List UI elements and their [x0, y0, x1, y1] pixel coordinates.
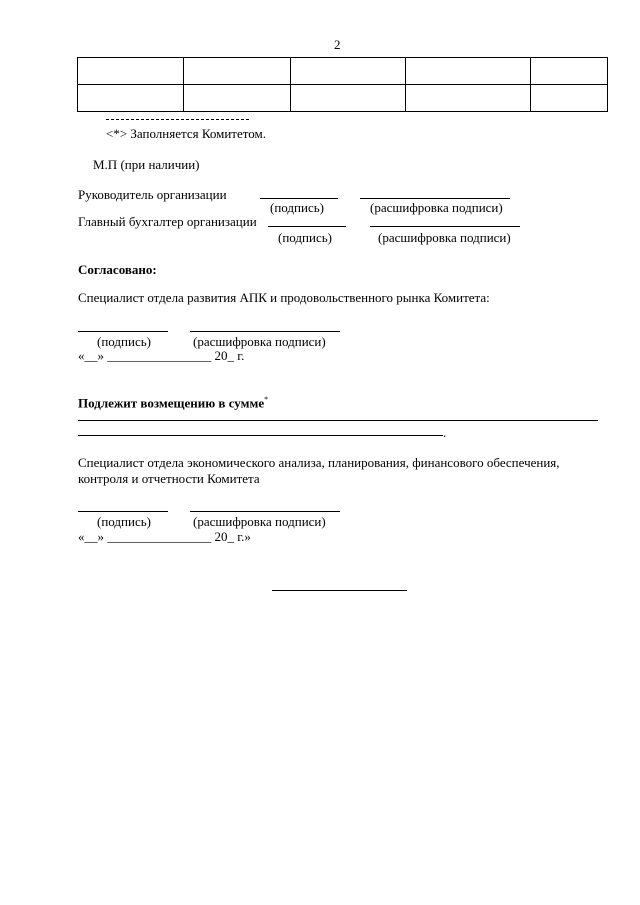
apk-signature-caption: (подпись) [97, 334, 151, 349]
head-decoding-line [360, 198, 510, 199]
table-cell [183, 58, 290, 85]
econ-decoding-caption: (расшифровка подписи) [193, 514, 326, 529]
head-signature-line [260, 198, 338, 199]
compensation-heading [78, 395, 268, 411]
agreed-heading: Согласовано: [78, 262, 157, 277]
accountant-signature-caption: (подпись) [278, 230, 332, 245]
table-cell [406, 58, 531, 85]
amount-line-1 [78, 420, 598, 421]
apk-decoding-line [190, 331, 340, 332]
apk-signature-line [78, 331, 168, 332]
econ-specialist-line-1: Специалист отдела экономического анализа, планирования, финансового обеспечения, [78, 455, 560, 470]
head-signature-caption: (подпись) [270, 200, 324, 215]
econ-decoding-line [190, 511, 340, 512]
econ-signature-line [78, 511, 168, 512]
amount-line-period: . [443, 425, 447, 440]
accountant-signature-line [268, 226, 346, 227]
table-cell [78, 85, 184, 112]
econ-specialist-line-2: контроля и отчетности Комитета [78, 471, 260, 486]
footnote-separator [106, 119, 249, 120]
closing-rule [272, 590, 407, 591]
apk-decoding-caption: (расшифровка подписи) [193, 334, 326, 349]
head-decoding-caption: (расшифровка подписи) [370, 200, 503, 215]
page-number: 2 [334, 37, 341, 52]
table-cell [290, 58, 406, 85]
apk-date-line: «__» ________________ 20_ г. [78, 348, 245, 363]
compensation-mark: * [264, 395, 269, 404]
chief-accountant-label: Главный бухгалтер организации [78, 214, 257, 229]
accountant-decoding-line [370, 226, 520, 227]
data-table [77, 57, 608, 112]
compensation-heading-text: Подлежит возмещению в сумме [78, 395, 265, 411]
table-row [78, 58, 608, 85]
head-label: Руководитель организации [78, 187, 227, 202]
amount-line-2 [78, 435, 443, 436]
table-cell [290, 85, 406, 112]
accountant-decoding-caption: (расшифровка подписи) [378, 230, 511, 245]
econ-signature-caption: (подпись) [97, 514, 151, 529]
econ-date-line: «__» ________________ 20_ г.» [78, 529, 251, 544]
apk-specialist-label: Специалист отдела развития АПК и продовольственного рынка Комитета: [78, 290, 490, 305]
table-cell [78, 58, 184, 85]
table-cell [531, 85, 608, 112]
table-cell [183, 85, 290, 112]
table-row [78, 85, 608, 112]
table-cell [531, 58, 608, 85]
table-cell [406, 85, 531, 112]
stamp-label: М.П (при наличии) [93, 157, 200, 172]
footnote-text: <*> Заполняется Комитетом. [106, 126, 266, 141]
